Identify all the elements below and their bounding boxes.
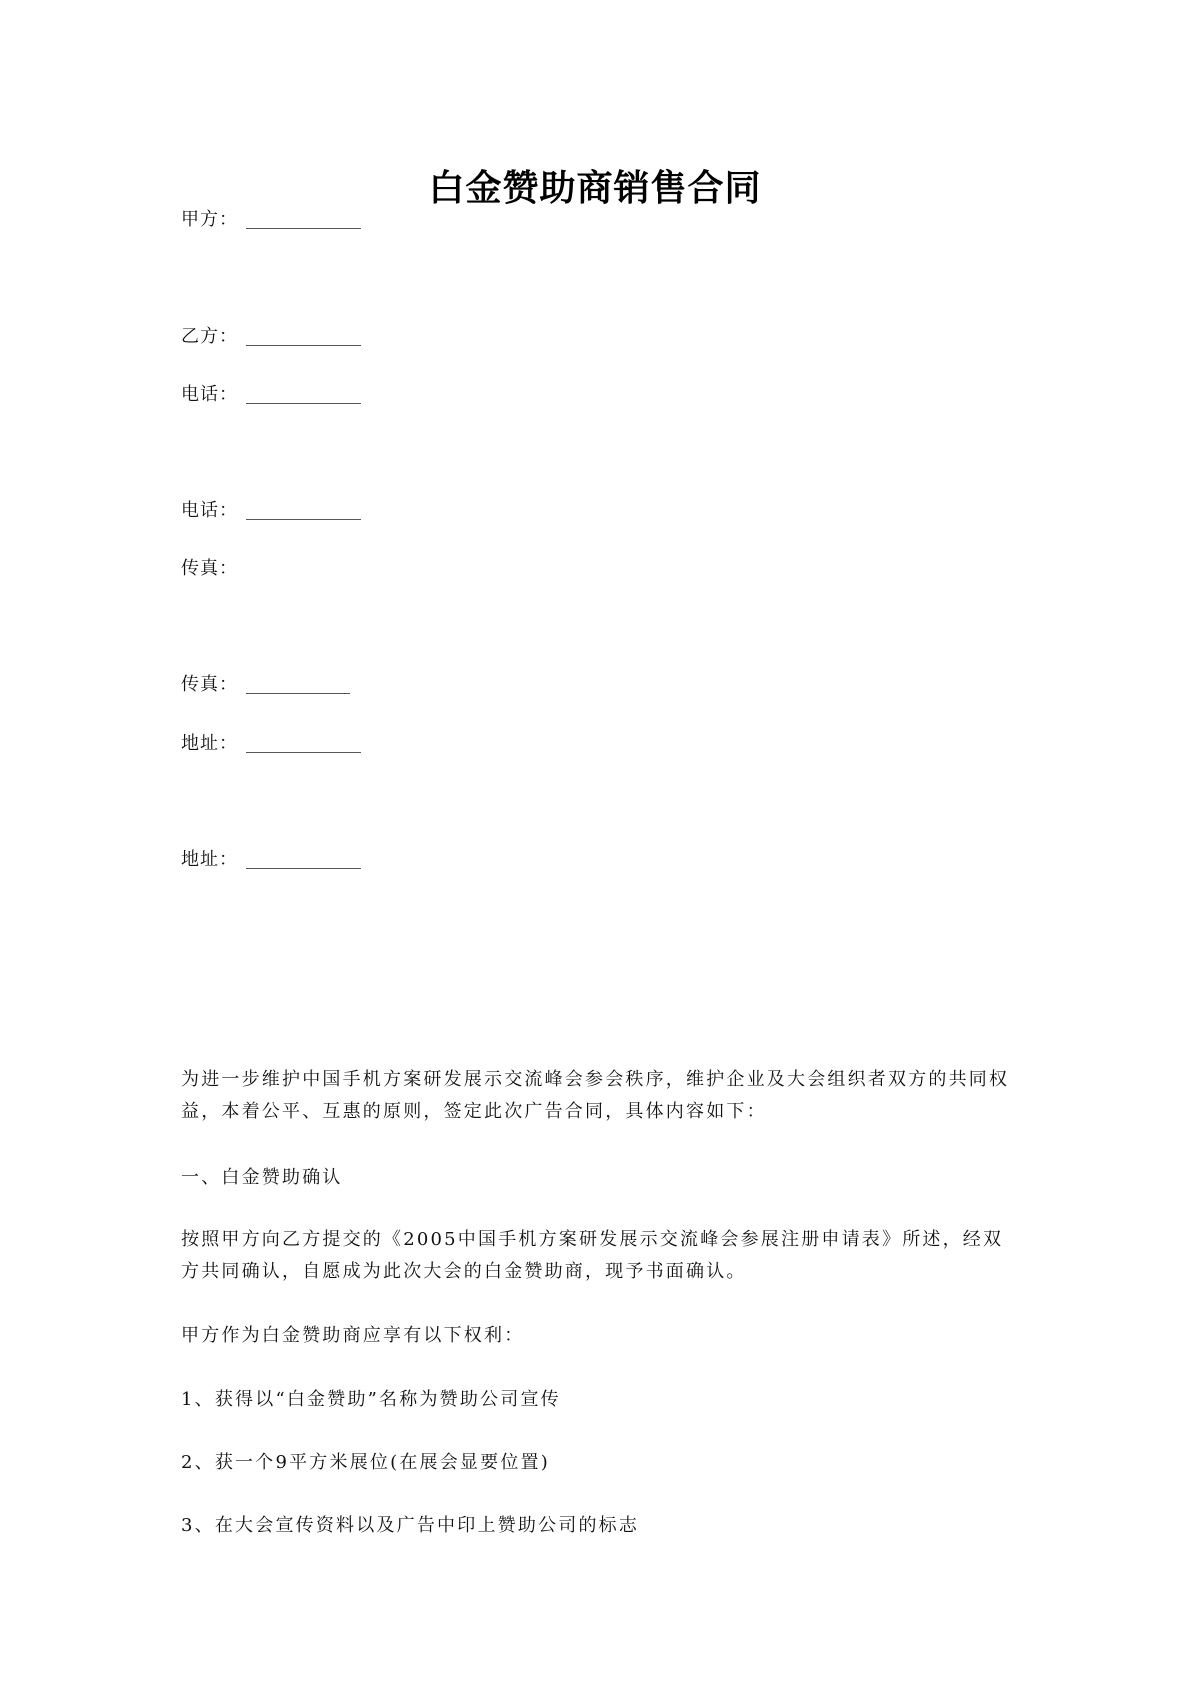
fax-b-blank[interactable]: [246, 692, 350, 694]
fax-a-label: 传真：: [181, 558, 238, 579]
party-b-field: [181, 325, 361, 349]
rights-intro: 甲方作为白金赞助商应享有以下权利：: [181, 1325, 525, 1346]
fax-b-label: 传真：: [181, 674, 238, 695]
document-title: 白金赞助商销售合同: [428, 167, 762, 209]
address-b-label: 地址：: [181, 849, 238, 870]
section-1-body: 按照甲方向乙方提交的《2005中国手机方案研发展示交流峰会参展注册申请表》所述，经双方共同确认，自愿成为此次大会的白金赞助商，现予书面确认。: [181, 1229, 1004, 1282]
right-item-2: 2、获一个9平方米展位(在展会显要位置): [181, 1452, 550, 1473]
address-a-blank[interactable]: [246, 751, 361, 753]
party-a-field: [181, 208, 361, 232]
phone-a-label: 电话：: [181, 384, 238, 405]
intro-paragraph: 为进一步维护中国手机方案研发展示交流峰会参会秩序，维护企业及大会组织者双方的共同权益，本着公平、互惠的原则，签定此次广告合同，具体内容如下：: [181, 1069, 1010, 1122]
party-b-label: 乙方：: [181, 326, 238, 347]
phone-b-blank[interactable]: [246, 518, 361, 520]
right-item-3: 3、在大会宣传资料以及广告中印上赞助公司的标志: [181, 1515, 640, 1536]
address-a-field: [181, 732, 361, 756]
address-b-field: [181, 848, 361, 872]
section-1-heading: 一、白金赞助确认: [181, 1167, 343, 1188]
phone-a-blank[interactable]: [246, 402, 361, 404]
fax-b-field: [181, 673, 350, 697]
phone-b-label: 电话：: [181, 500, 238, 521]
fax-a-field: [181, 557, 238, 581]
address-a-label: 地址：: [181, 733, 238, 754]
party-a-label: 甲方：: [181, 209, 238, 230]
phone-b-field: [181, 499, 361, 523]
party-b-blank[interactable]: [246, 344, 361, 346]
party-a-blank[interactable]: [246, 227, 361, 229]
phone-a-field: [181, 383, 361, 407]
right-item-1: 1、获得以“白金赞助”名称为赞助公司宣传: [181, 1389, 561, 1410]
address-b-blank[interactable]: [246, 867, 361, 869]
